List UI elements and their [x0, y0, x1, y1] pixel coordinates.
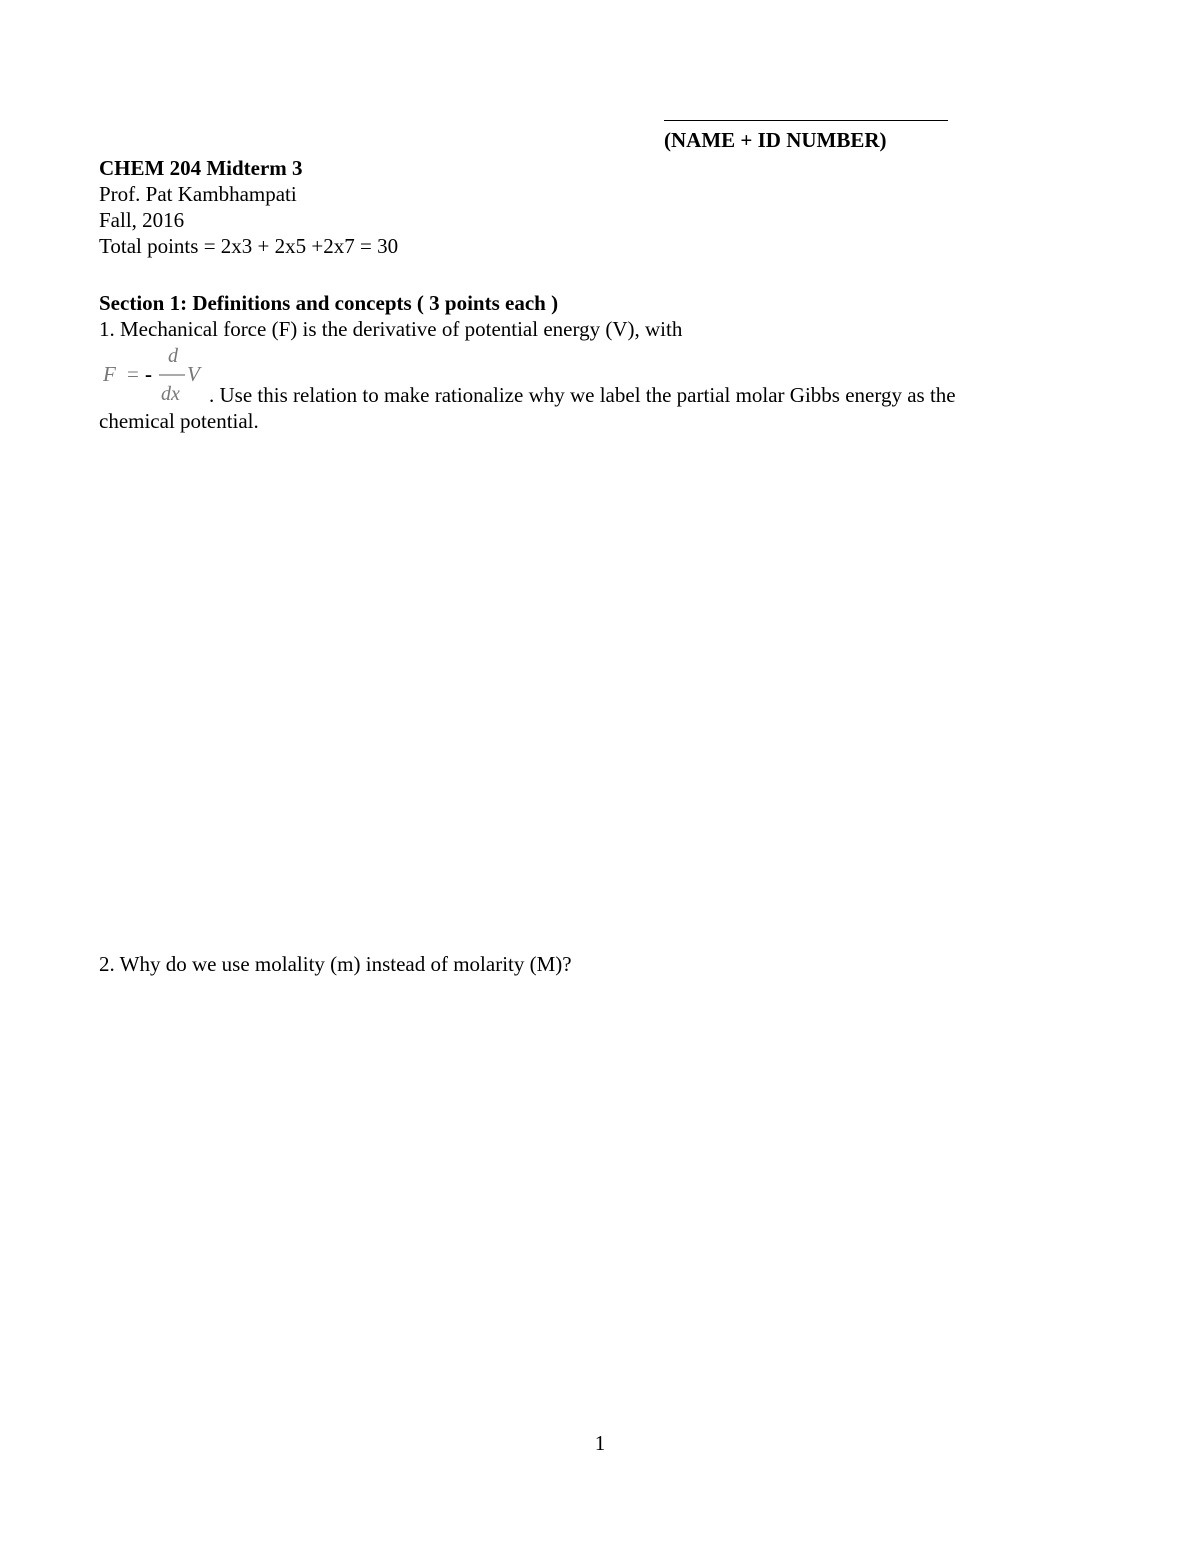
formula-rhs: V [187, 362, 200, 386]
name-signature-line [664, 120, 948, 121]
total-points: Total points = 2x3 + 2x5 +2x7 = 30 [99, 234, 399, 258]
section-1 [99, 290, 1099, 434]
formula-numerator: d [168, 345, 178, 367]
name-id-caption: (NAME + ID NUMBER) [664, 128, 887, 152]
question-1-formula-row [99, 342, 1099, 408]
question-1-continued: . Use this relation to make rationalize why we label the partial molar Gibbs energy as the [209, 383, 956, 407]
exam-header [99, 155, 398, 259]
professor-name: Prof. Pat Kambhampati [99, 182, 297, 206]
page-number: 1 [594, 1431, 606, 1455]
formula-lhs: F [103, 362, 116, 386]
question-2: 2. Why do we use molality (m) instead of molarity (M)? [99, 952, 572, 976]
name-id-field [664, 120, 948, 153]
formula-minus: - [145, 362, 152, 386]
term: Fall, 2016 [99, 208, 185, 232]
section-1-title: Section 1: Definitions and concepts ( 3 points each ) [99, 291, 559, 315]
formula-equals: = [127, 362, 139, 386]
force-derivative-formula [101, 342, 211, 402]
course-title: CHEM 204 Midterm 3 [99, 156, 303, 180]
question-1-end: chemical potential. [99, 409, 259, 433]
formula-denominator: dx [161, 383, 180, 402]
question-1-intro: 1. Mechanical force (F) is the derivative of potential energy (V), with [99, 317, 683, 341]
